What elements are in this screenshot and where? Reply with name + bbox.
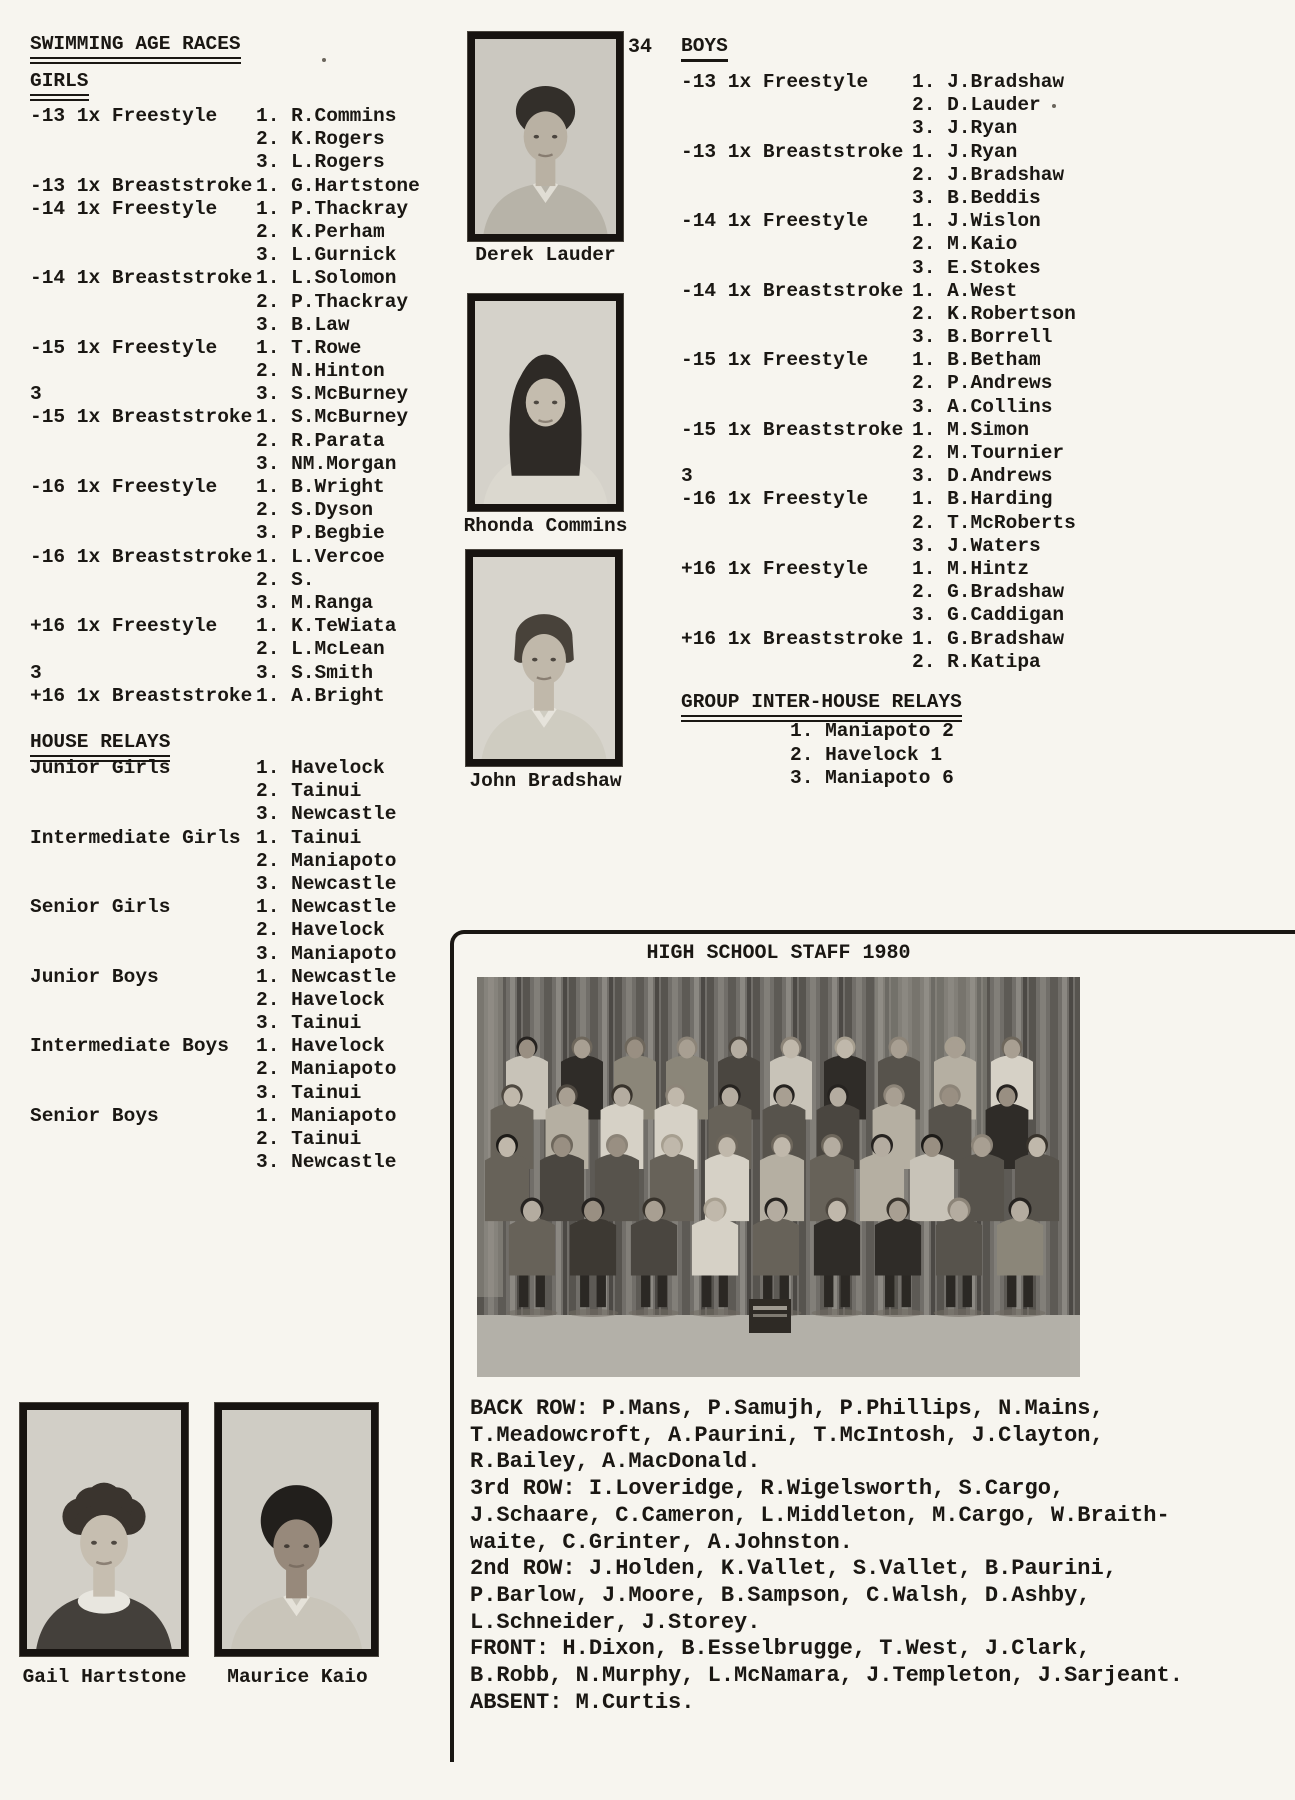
event-label: Senior Boys	[30, 1104, 159, 1127]
result-line	[30, 780, 430, 803]
event-label: 3	[30, 383, 42, 406]
portrait-illustration	[473, 557, 615, 759]
result-line	[30, 592, 430, 615]
result-line	[30, 198, 430, 221]
result-line	[30, 221, 430, 244]
place-result: 2. K.Robertson	[912, 302, 1076, 325]
place-result: 1. Newcastle	[256, 896, 397, 919]
result-line	[30, 896, 430, 919]
result-line	[681, 233, 1181, 256]
event-label: 3	[30, 661, 42, 684]
result-line	[681, 442, 1181, 465]
event-label: -13 1x Breaststroke	[30, 174, 253, 197]
event-label: +16 1x Freestyle	[30, 615, 218, 638]
result-line	[681, 419, 1181, 442]
event-label: +16 1x Breaststroke	[681, 627, 904, 650]
event-label: +16 1x Breaststroke	[30, 684, 253, 707]
place-result: 1. G.Bradshaw	[912, 627, 1065, 650]
place-result: 3. M.Ranga	[256, 591, 374, 614]
event-label: 3	[681, 465, 693, 488]
result-line	[681, 372, 1181, 395]
portrait-caption-john: John Bradshaw	[469, 770, 622, 792]
place-result: 1. R.Commins	[256, 105, 397, 127]
house-relays-heading-text: HOUSE RELAYS	[30, 731, 170, 762]
portrait-caption-derek: Derek Lauder	[475, 244, 616, 266]
place-result: 3. E.Stokes	[912, 256, 1041, 279]
result-line	[681, 558, 1181, 581]
boys-heading-text: BOYS	[681, 35, 728, 62]
place-result: 3. A.Collins	[912, 395, 1053, 418]
place-result: 3. Newcastle	[256, 803, 397, 826]
place-result: 1. P.Thackray	[256, 197, 409, 220]
result-line	[681, 94, 1181, 117]
event-label: -16 1x Freestyle	[30, 476, 218, 498]
portrait-illustration	[222, 1410, 371, 1649]
result-line	[681, 71, 1181, 94]
portrait-photo-maurice	[215, 1403, 378, 1656]
event-label: -14 1x Freestyle	[681, 210, 869, 233]
place-result: 3. S.McBurney	[256, 383, 409, 406]
place-result: 1. Tainui	[256, 826, 362, 849]
event-label: -15 1x Freestyle	[681, 349, 869, 372]
place-result: 2. J.Bradshaw	[912, 163, 1065, 186]
result-line	[681, 141, 1181, 164]
place-result: 3. Maniapoto	[256, 942, 397, 965]
result-line	[681, 488, 1181, 511]
text-line: ABSENT: M.Curtis.	[470, 1689, 695, 1715]
event-label: -14 1x Breaststroke	[30, 267, 253, 290]
result-line	[30, 360, 430, 383]
place-result: 3. B.Law	[256, 313, 350, 336]
place-result: 1. J.Wislon	[912, 210, 1041, 233]
place-result: 2. Maniapoto	[256, 849, 397, 872]
result-line	[30, 546, 430, 569]
event-label: -13 1x Freestyle	[681, 71, 869, 93]
event-label: -16 1x Freestyle	[681, 488, 869, 511]
staff-group-photo	[477, 977, 1080, 1377]
result-line	[30, 175, 430, 198]
result-line	[30, 966, 430, 989]
place-result: 3. G.Caddigan	[912, 604, 1065, 627]
result-line	[30, 1012, 430, 1035]
result-line	[30, 685, 430, 708]
place-result: 2. M.Tournier	[912, 442, 1065, 464]
event-label: -15 1x Freestyle	[30, 336, 218, 359]
result-line	[30, 105, 430, 128]
result-line	[30, 1058, 430, 1081]
place-result: 2. M.Kaio	[912, 233, 1018, 256]
result-line	[30, 989, 430, 1012]
portrait-photo-derek	[468, 32, 623, 241]
text-line: B.Robb, N.Murphy, L.McNamara, J.Templeton, J.Sarjeant.	[470, 1663, 1183, 1689]
place-result: 1. A.Bright	[256, 684, 385, 707]
place-result: 2. Tainui	[256, 1128, 362, 1150]
event-label: -13 1x Breaststroke	[681, 140, 904, 163]
result-line	[30, 638, 430, 661]
place-result: 3. B.Borrell	[912, 326, 1053, 349]
result-line	[30, 1082, 430, 1105]
place-result: 3. Newcastle	[256, 872, 397, 895]
page-number: 34	[628, 36, 653, 59]
place-result: 2. S.	[256, 568, 315, 591]
event-label: -15 1x Breaststroke	[30, 406, 253, 429]
group-relays-heading-text: GROUP INTER-HOUSE RELAYS	[681, 691, 962, 722]
place-result: 2. R.Parata	[256, 429, 385, 452]
place-result: 2. Havelock	[256, 988, 385, 1011]
text-line: 2nd ROW: J.Holden, K.Vallet, S.Vallet, B.Paurini,	[470, 1556, 1117, 1582]
result-line	[30, 827, 430, 850]
result-line	[30, 1128, 430, 1151]
place-result: 3. B.Beddis	[912, 186, 1041, 209]
place-result: 2. L.McLean	[256, 638, 385, 661]
text-line: P.Barlow, J.Moore, B.Sampson, C.Walsh, D.Ashby,	[470, 1582, 1091, 1608]
place-result: 3. Newcastle	[256, 1151, 397, 1174]
portrait-caption-gail: Gail Hartstone	[22, 1666, 187, 1688]
portrait-illustration	[27, 1410, 181, 1649]
place-result: 3. J.Waters	[912, 534, 1041, 557]
place-result: 1. S.McBurney	[256, 406, 409, 429]
event-label: Intermediate Girls	[30, 826, 241, 849]
place-result: 3. NM.Morgan	[256, 452, 397, 475]
place-result: 2. D.Lauder	[912, 94, 1041, 117]
place-result: 2. T.McRoberts	[912, 511, 1076, 534]
house-relays-list	[30, 757, 430, 1174]
result-line	[30, 757, 430, 780]
place-result: 2. N.Hinton	[256, 360, 385, 383]
place-result: 3. J.Ryan	[912, 117, 1018, 140]
place-result: 2. Havelock	[256, 919, 385, 942]
event-label: -14 1x Breaststroke	[681, 279, 904, 302]
event-label: Junior Boys	[30, 965, 159, 988]
result-line	[30, 128, 430, 151]
result-line	[30, 476, 430, 499]
text-line: waite, C.Grinter, A.Johnston.	[470, 1529, 853, 1555]
result-line	[30, 850, 430, 873]
result-line	[681, 303, 1181, 326]
result-line	[30, 1035, 430, 1058]
event-label: Senior Girls	[30, 896, 171, 919]
girls-heading-text: GIRLS	[30, 70, 89, 101]
result-line	[30, 244, 430, 267]
text-line: J.Schaare, C.Cameron, L.Middleton, M.Cargo, W.Braith-	[470, 1502, 1170, 1528]
text-line: 1. Maniapoto 2	[790, 720, 954, 742]
text-line: L.Schneider, J.Storey.	[470, 1609, 761, 1635]
result-line	[681, 512, 1181, 535]
result-line	[681, 604, 1181, 627]
result-line	[30, 1151, 430, 1174]
event-label: -16 1x Breaststroke	[30, 545, 253, 568]
place-result: 2. K.Rogers	[256, 128, 385, 151]
place-result: 3. L.Gurnick	[256, 244, 397, 267]
place-result: 1. Newcastle	[256, 965, 397, 988]
event-label: -14 1x Freestyle	[30, 197, 218, 220]
place-result: 1. G.Hartstone	[256, 174, 420, 197]
event-label: -13 1x Freestyle	[30, 105, 218, 127]
portrait-caption-maurice: Maurice Kaio	[227, 1666, 368, 1688]
place-result: 2. P.Andrews	[912, 372, 1053, 395]
girls-heading	[30, 70, 89, 101]
boys-results-list	[681, 71, 1181, 674]
result-line	[30, 453, 430, 476]
text-line: 3rd ROW: I.Loveridge, R.Wigelsworth, S.Cargo,	[470, 1476, 1065, 1502]
result-line	[681, 535, 1181, 558]
text-line: BACK ROW: P.Mans, P.Samujh, P.Phillips, N.Mains,	[470, 1396, 1104, 1421]
scan-speckle	[1052, 104, 1056, 108]
result-line	[30, 267, 430, 290]
place-result: 2. S.Dyson	[256, 499, 374, 522]
result-line	[30, 1105, 430, 1128]
place-result: 1. J.Ryan	[912, 140, 1018, 163]
place-result: 2. P.Thackray	[256, 290, 409, 313]
result-line	[30, 291, 430, 314]
result-line	[30, 151, 430, 174]
girls-results-list	[30, 105, 430, 708]
result-line	[681, 465, 1181, 488]
place-result: 1. L.Vercoe	[256, 545, 385, 568]
result-line	[30, 873, 430, 896]
portrait-photo-rhonda	[468, 294, 623, 511]
place-result: 1. Maniapoto	[256, 1104, 397, 1127]
result-line	[681, 164, 1181, 187]
place-result: 1. K.TeWiata	[256, 615, 397, 638]
result-line	[681, 349, 1181, 372]
result-line	[681, 117, 1181, 140]
place-result: 1. B.Wright	[256, 476, 385, 498]
text-line: T.Meadowcroft, A.Paurini, T.McIntosh, J.Clayton,	[470, 1422, 1104, 1448]
place-result: 2. K.Perham	[256, 220, 385, 243]
text-line: FRONT: H.Dixon, B.Esselbrugge, T.West, J.Clark,	[470, 1636, 1091, 1662]
staff-section-frame	[450, 930, 1295, 1762]
text-line: 2. Havelock 1	[790, 743, 943, 766]
place-result: 1. Havelock	[256, 757, 385, 779]
place-result: 3. Tainui	[256, 1012, 362, 1035]
swimming-heading-text: SWIMMING AGE RACES	[30, 33, 241, 64]
place-result: 1. A.West	[912, 279, 1018, 302]
result-line	[681, 628, 1181, 651]
result-line	[30, 499, 430, 522]
place-result: 1. B.Betham	[912, 349, 1041, 372]
place-result: 1. Havelock	[256, 1035, 385, 1058]
result-line	[30, 919, 430, 942]
place-result: 1. B.Harding	[912, 488, 1053, 511]
portrait-photo-gail	[20, 1403, 188, 1656]
event-label: -15 1x Breaststroke	[681, 418, 904, 441]
place-result: 1. L.Solomon	[256, 267, 397, 290]
result-line	[681, 210, 1181, 233]
group-relays-list	[790, 720, 954, 791]
place-result: 2. R.Katipa	[912, 650, 1041, 673]
result-line	[30, 803, 430, 826]
place-result: 3. P.Begbie	[256, 522, 385, 545]
place-result: 2. Maniapoto	[256, 1058, 397, 1081]
place-result: 2. G.Bradshaw	[912, 581, 1065, 604]
staff-photo-title: HIGH SCHOOL STAFF 1980	[646, 942, 911, 965]
result-line	[30, 615, 430, 638]
place-result: 3. S.Smith	[256, 661, 374, 684]
place-result: 1. J.Bradshaw	[912, 71, 1065, 93]
result-line	[30, 430, 430, 453]
result-line	[30, 337, 430, 360]
portrait-photo-john	[466, 550, 622, 766]
text-line: R.Bailey, A.MacDonald.	[470, 1449, 761, 1475]
result-line	[30, 662, 430, 685]
result-line	[681, 257, 1181, 280]
staff-group-illustration	[477, 977, 1080, 1377]
staff-photo-caption	[470, 1396, 1183, 1716]
result-line	[681, 187, 1181, 210]
text-line: 3. Maniapoto 6	[790, 767, 954, 789]
place-result: 2. Tainui	[256, 780, 362, 803]
result-line	[30, 383, 430, 406]
place-result: 1. M.Simon	[912, 418, 1030, 441]
event-label: +16 1x Freestyle	[681, 557, 869, 580]
portrait-caption-rhonda: Rhonda Commins	[463, 515, 628, 537]
result-line	[30, 522, 430, 545]
result-line	[681, 326, 1181, 349]
boys-heading	[681, 35, 728, 62]
group-relays-heading	[681, 691, 962, 722]
scan-speckle	[322, 58, 326, 62]
portrait-illustration	[475, 39, 616, 234]
event-label: Junior Girls	[30, 757, 171, 779]
result-line	[681, 280, 1181, 303]
place-result: 3. L.Rogers	[256, 151, 385, 174]
result-line	[30, 406, 430, 429]
result-line	[681, 651, 1181, 674]
place-result: 3. Tainui	[256, 1081, 362, 1104]
place-result: 1. T.Rowe	[256, 336, 362, 359]
result-line	[30, 314, 430, 337]
result-line	[30, 569, 430, 592]
place-result: 1. M.Hintz	[912, 557, 1030, 580]
place-result: 3. D.Andrews	[912, 465, 1053, 488]
event-label: Intermediate Boys	[30, 1035, 229, 1058]
portrait-illustration	[475, 301, 616, 504]
result-line	[681, 396, 1181, 419]
result-line	[681, 581, 1181, 604]
swimming-heading	[30, 33, 241, 64]
result-line	[30, 943, 430, 966]
